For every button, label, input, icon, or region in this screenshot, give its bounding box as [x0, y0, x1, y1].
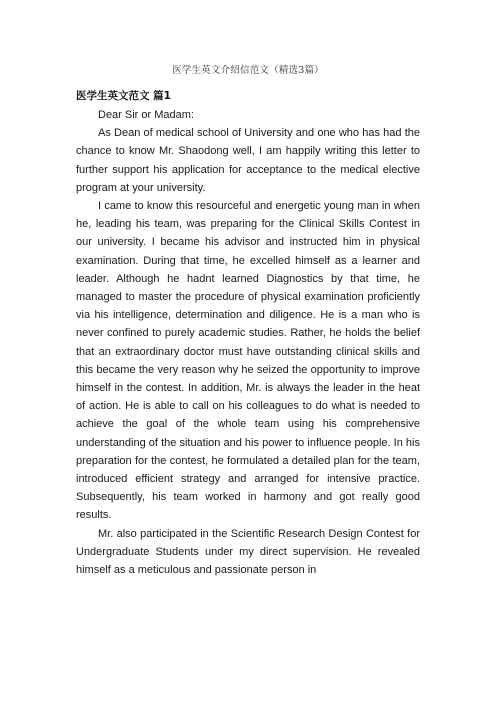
letter-paragraph: Mr. also participated in the Scientific Research Design Contest for Undergraduate Students under my direct supervision. He revealed himself as a meticulous and passionate person in: [76, 527, 420, 577]
letter-salutation: Dear Sir or Madam:: [98, 109, 194, 121]
letter-paragraph: As Dean of medical school of University and one who has had the chance to know Mr. Shaodong well, I am happily writing this letter to further support his application for acceptance to the medical elective program at your university.: [76, 127, 420, 194]
page-header: 医学生英文介绍信范文（精选3篇）: [172, 65, 324, 76]
letter-paragraph: I came to know this resourceful and energetic young man in when he, leading his team, was preparing for the Clinical Skills Contest in our university. I became his advisor and instructed him in physical examination. During that time, he excelled himself as a learner and leader. Although he hadnt learned Diagnostics by that time, he managed to master the procedure of physical examination proficiently via his intelligence, determination and diligence. He is a man who is never confined to purely academic studies. Rather, he holds the belief that an extraordinary doctor must have outstanding clinical skills and this became the very reason why he seized the opportunity to improve himself in the contest. In addition, Mr. is always the leader in the heat of action. He is able to call on his colleagues to do what is needed to achieve the goal of the whole team using his comprehensive understanding of the situation and his power to influence people. In his preparation for the contest, he formulated a detailed plan for the team, introduced efficient strategy and arranged for intensive practice. Subsequently, his team worked in harmony and got really good results.: [76, 200, 420, 522]
section-title: 医学生英文范文 篇1: [76, 90, 171, 102]
letter-body: [76, 106, 420, 579]
